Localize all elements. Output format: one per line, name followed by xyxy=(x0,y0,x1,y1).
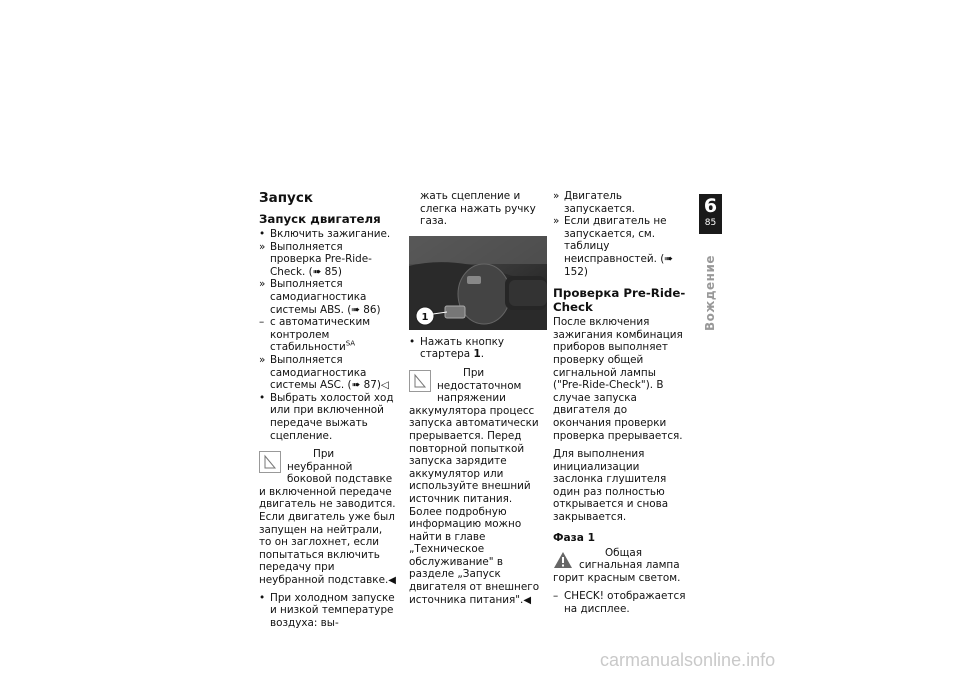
phase-heading: Фаза 1 xyxy=(553,531,596,544)
end-mark: ◀ xyxy=(523,594,532,606)
watermark: carmanualsonline.info xyxy=(600,650,776,670)
handlebar-photo xyxy=(409,236,547,330)
paragraph: После включения зажигания комбинация приборов выполняет проверку общей сигнальной лампы ("Pre-Ride-Check"). В случае запуска двигателя до окончания проверки проверка прерывается. xyxy=(553,316,683,442)
column-3 xyxy=(553,190,687,616)
chapter-marker xyxy=(699,194,722,234)
list-item: – CHECK! отображается на дисплее. xyxy=(553,590,686,616)
column-1 xyxy=(259,190,397,629)
paragraph: Для выполнения инициализации заслонка глушителя один раз полностью открывается и снова закрывается. xyxy=(553,448,669,524)
list-item: » Выполняется самодиагностика системы ABS. (➠ 86) xyxy=(259,278,381,316)
chapter-label: Вождение xyxy=(703,255,717,331)
chapter-number: 6 xyxy=(703,195,718,217)
continued-text: жать сцепление и слегка нажать ручку газа. xyxy=(420,190,536,228)
section-heading: Проверка Pre-Ride-Check xyxy=(553,286,686,315)
list-item: » Выполняется проверка Pre-Ride-Check. (➠ 85) xyxy=(259,240,372,278)
page-number: 85 xyxy=(704,218,717,228)
info-note: При недостаточном напряжении аккумулятора процесс запуска автоматически прерывается. Перед повторной попыткой запуска зарядите аккумулятор или используйте внешний источник питания. Более подробную информацию можно найти в главе „Техническое обслуживание" в разделе „Запуск двигателя от внешнего источника питания".◀ xyxy=(409,366,540,606)
list-item: • Нажать кнопку стартера 1. xyxy=(409,335,505,361)
column-2 xyxy=(409,190,547,607)
end-mark: ◀ xyxy=(388,575,396,587)
equipment-code: SA xyxy=(345,339,356,348)
section-heading: Запуск двигателя xyxy=(259,212,381,226)
warning-note: Общая сигнальная лампа горит красным светом. xyxy=(553,546,681,584)
photo-callout-1: 1 xyxy=(421,311,429,323)
list-item: » Двигатель запускается. xyxy=(553,190,635,215)
list-item: – с автоматическим контролем стабильности$^{SA}$ xyxy=(259,316,371,354)
note-icon xyxy=(259,451,281,473)
note-icon xyxy=(409,370,431,392)
list-item: • Включить зажигание. xyxy=(259,228,391,240)
list-item: » Если двигатель не запускается, см. таблицу неисправностей. (➠ 152) xyxy=(553,215,673,278)
warning-icon xyxy=(553,550,573,570)
chapter-tab xyxy=(699,194,722,332)
list-item: » Выполняется самодиагностика системы ASC. (➠ 87)◁ xyxy=(259,353,389,392)
page-title: Запуск xyxy=(259,190,313,206)
info-note: При неубранной боковой подставке и включенной передаче двигатель не заводится. Если двигатель уже был запущен на нейтрали, то он заглохнет, если попытаться включить передачу при неубранной подставке.◀ xyxy=(259,448,396,587)
list-item: • Выбрать холостой ход или при включенной передаче выжать сцепление. xyxy=(259,391,394,442)
list-item: • При холодном запуске и низкой температуре воздуха: вы- xyxy=(259,591,395,629)
